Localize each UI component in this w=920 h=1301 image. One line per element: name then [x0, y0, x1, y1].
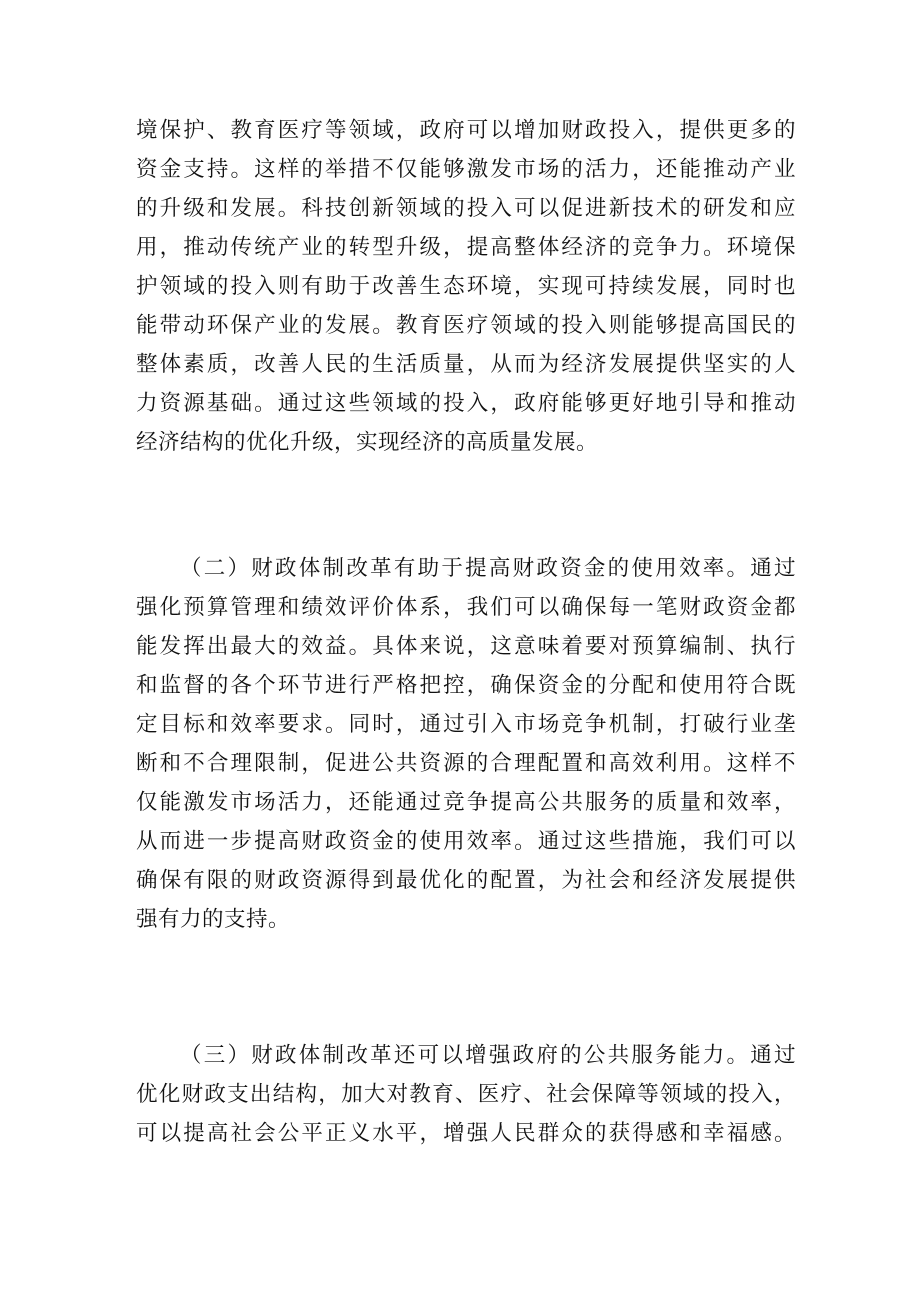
text-line: 经济结构的优化升级，实现经济的高质量发展。	[136, 430, 599, 455]
text-line: 用，推动传统产业的转型升级，提高整体经济的竞争力。环境保	[136, 235, 796, 260]
text-line: 护领域的投入则有助于改善生态环境，实现可持续发展，同时也	[136, 274, 796, 299]
text-line: （二）财政体制改革有助于提高财政资金的使用效率。通过	[180, 556, 796, 581]
text-line: 强化预算管理和绩效评价体系，我们可以确保每一笔财政资金都	[136, 595, 796, 620]
text-line: 定目标和效率要求。同时，通过引入市场竞争机制，打破行业垄	[136, 712, 796, 737]
text-line: 仅能激发市场活力，还能通过竞争提高公共服务的质量和效率，	[136, 790, 796, 815]
text-line: 可以提高社会公平正义水平，增强人民群众的获得感和幸福感。	[136, 1121, 796, 1146]
text-line: 强有力的支持。	[136, 907, 291, 932]
paragraph-environment-education	[136, 111, 796, 462]
text-line: 从而进一步提高财政资金的使用效率。通过这些措施，我们可以	[136, 829, 796, 854]
text-line: 能带动环保产业的发展。教育医疗领域的投入则能够提高国民的	[136, 313, 796, 338]
text-line: 和监督的各个环节进行严格把控，确保资金的分配和使用符合既	[136, 673, 796, 698]
text-line: 优化财政支出结构，加大对教育、医疗、社会保障等领域的投入，	[136, 1082, 796, 1107]
text-line: 资金支持。这样的举措不仅能够激发市场的活力，还能推动产业	[136, 157, 796, 182]
text-line: 境保护、教育医疗等领域，政府可以增加财政投入，提供更多的	[136, 118, 796, 143]
text-line: 的升级和发展。科技创新领域的投入可以促进新技术的研发和应	[136, 196, 796, 221]
text-line: 整体素质，改善人民的生活质量，从而为经济发展提供坚实的人	[136, 352, 796, 377]
text-line: 力资源基础。通过这些领域的投入，政府能够更好地引导和推动	[136, 391, 796, 416]
paragraph-public-service	[136, 1036, 796, 1153]
text-line: 能发挥出最大的效益。具体来说，这意味着要对预算编制、执行	[136, 634, 796, 659]
text-line: 确保有限的财政资源得到最优化的配置，为社会和经济发展提供	[136, 868, 796, 893]
text-line: 断和不合理限制，促进公共资源的合理配置和高效利用。这样不	[136, 751, 796, 776]
text-line: （三）财政体制改革还可以增强政府的公共服务能力。通过	[180, 1043, 796, 1068]
paragraph-fund-efficiency	[136, 549, 796, 939]
